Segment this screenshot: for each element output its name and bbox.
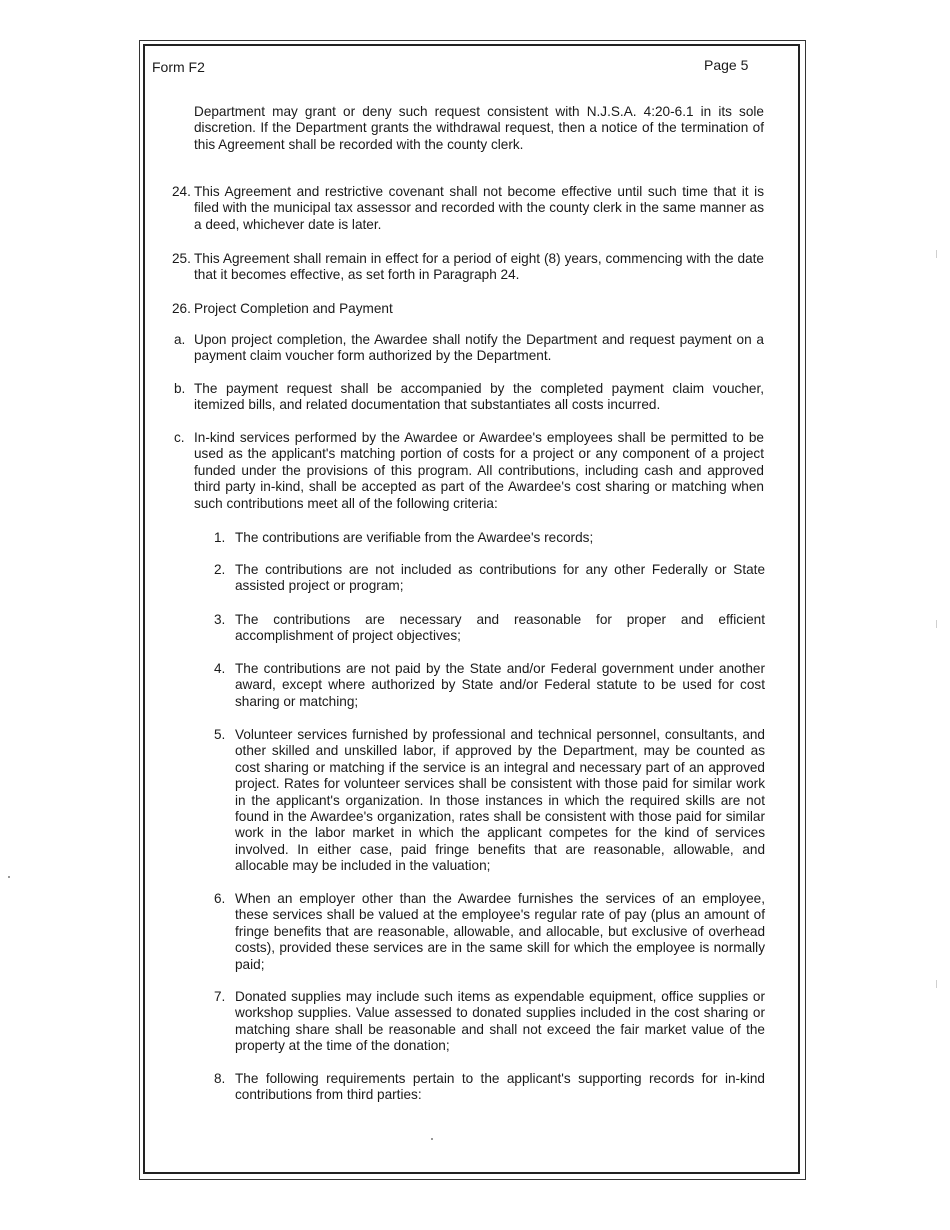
criterion-text: The contributions are not paid by the State and/or Federal government under another award, except where authorized by State and/or Federal statute to be used for cost sharing or matching; — [235, 661, 765, 709]
paragraph-text: This Agreement and restrictive covenant shall not become effective until such time that it is filed with the municipal tax assessor and recorded with the county clerk in the same manner as a deed, whichever date is later. — [194, 184, 764, 232]
criterion-text: Volunteer services furnished by professional and technical personnel, consultants, and other skilled and unskilled labor, if approved by the Department, may be counted as cost sharing or matching if the service is an integral and necessary part of an approved project. Rates for volunteer services shall be consistent with those paid for similar work in the applicant's organization. In those instances in which the required skills are not found in the Awardee's organization, rates shall be consistent with those paid for similar work in the labor market in which the applicant competes for the kind of services involved. In either case, paid fringe benefits that are reasonable, allowable, and allocable may be included in the valuation; — [235, 727, 765, 874]
criterion-text: When an employer other than the Awardee furnishes the services of an employee, these services shall be valued at the employee's regular rate of pay (plus an amount of fringe benefits that are reasonable, allowable, and allocable, but exclusive of overhead costs), provided these services are in the same skill for which the employee is normally paid; — [235, 891, 765, 972]
criterion-number: 4. — [214, 661, 226, 676]
criterion-number: 6. — [214, 891, 226, 906]
subparagraph-label: b. — [174, 381, 186, 396]
paragraph-text: This Agreement shall remain in effect for a period of eight (8) years, commencing with the date that it becomes effective, as set forth in Paragraph 24. — [194, 251, 764, 283]
form-label: Form F2 — [152, 59, 205, 75]
criterion-number: 8. — [214, 1071, 226, 1086]
criterion-text: The contributions are necessary and reasonable for proper and efficient accomplishment of project objectives; — [235, 612, 765, 644]
paragraph-number: 25. — [172, 251, 191, 266]
scan-speck — [936, 250, 937, 258]
subparagraph-label: c. — [174, 430, 185, 445]
paragraph-number: 26. — [172, 301, 191, 316]
criterion-text: The contributions are verifiable from the Awardee's records; — [235, 530, 594, 545]
scan-speck — [8, 876, 10, 878]
subparagraph-text: In-kind services performed by the Awardee or Awardee's employees shall be permitted to be used as the applicant's matching portion of costs for a project or any component of a project funded under the provisions of this program. All contributions, including cash and approved third party in-kind, shall be accepted as part of the Awardee's cost sharing or matching when such contributions meet all of the following criteria: — [194, 430, 764, 511]
intro-paragraph: Department may grant or deny such request consistent with N.J.S.A. 4:20-6.1 in its sole discretion. If the Department grants the withdrawal request, then a notice of the termination of this Agreement shall be recorded with the county clerk. — [194, 104, 764, 152]
scan-speck — [936, 620, 937, 628]
criterion-number: 2. — [214, 562, 226, 577]
section-heading: Project Completion and Payment — [194, 301, 393, 316]
subparagraph-label: a. — [174, 332, 186, 347]
page-number: Page 5 — [704, 57, 749, 73]
criterion-number: 7. — [214, 989, 226, 1004]
criterion-text: Donated supplies may include such items as expendable equipment, office supplies or workshop supplies. Value assessed to donated supplies included in the cost sharing or matching share shall be reasonable and shall not exceed the fair market value of the property at the time of the donation; — [235, 989, 765, 1054]
criterion-number: 3. — [214, 612, 226, 627]
scan-speck — [936, 980, 937, 988]
criterion-text: The contributions are not included as contributions for any other Federally or State assisted project or program; — [235, 562, 765, 594]
subparagraph-text: The payment request shall be accompanied by the completed payment claim voucher, itemized bills, and related documentation that substantiates all costs incurred. — [194, 381, 764, 413]
criterion-number: 1. — [214, 530, 226, 545]
paragraph-number: 24. — [172, 184, 191, 199]
criterion-number: 5. — [214, 727, 226, 742]
scan-speck — [431, 1138, 433, 1140]
subparagraph-text: Upon project completion, the Awardee shall notify the Department and request payment on a payment claim voucher form authorized by the Department. — [194, 332, 764, 364]
criterion-text: The following requirements pertain to the applicant's supporting records for in-kind contributions from third parties: — [235, 1071, 765, 1103]
